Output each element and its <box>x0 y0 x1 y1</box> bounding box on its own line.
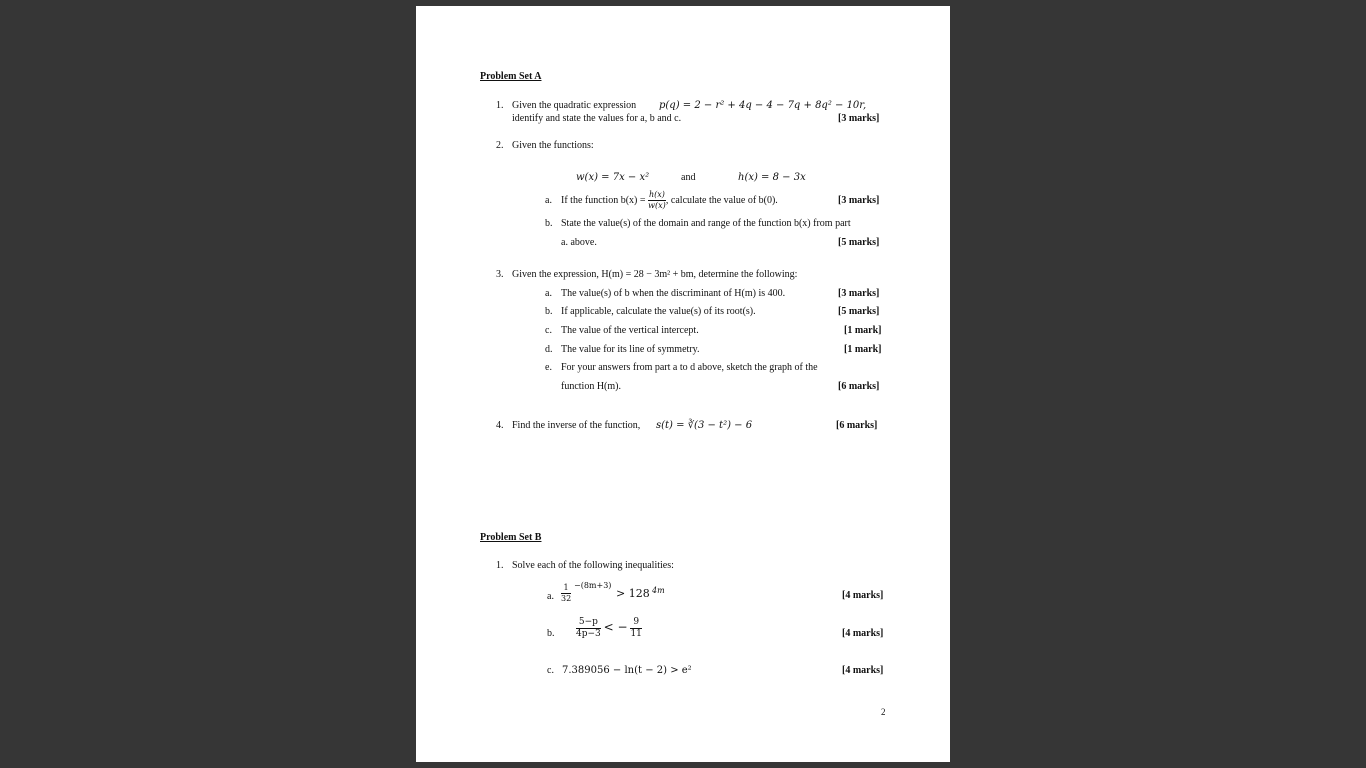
b1c-expression: 7.389056 − ln(t − 2) > e² <box>562 665 692 676</box>
b1b-label: b. <box>547 628 555 639</box>
q2-function-h: h(x) = 8 − 3x <box>738 172 806 183</box>
b1b-fraction-den: 4p−3 <box>576 629 601 639</box>
b1-text: Solve each of the following inequalities: <box>512 560 674 571</box>
b1b-marks: [4 marks] <box>842 628 884 639</box>
document-page <box>416 6 950 762</box>
b1a-fraction-num: 1 <box>561 584 571 594</box>
b1b-expression <box>576 618 642 639</box>
q2b-marks: [5 marks] <box>838 237 880 248</box>
q4-number: 4. <box>496 420 504 431</box>
q4-text: Find the inverse of the function, <box>512 420 641 431</box>
q3a-text: The value(s) of b when the discriminant of H(m) is 400. <box>561 288 786 299</box>
q3-text: Given the expression, H(m) = 28 − 3m² + bm, determine the following: <box>512 269 798 280</box>
q2-text: Given the functions: <box>512 140 594 151</box>
b1-number: 1. <box>496 560 504 571</box>
q3d-text: The value for its line of symmetry. <box>561 344 700 355</box>
b1a-rhs: > 128 <box>616 587 650 600</box>
q3c-text: The value of the vertical intercept. <box>561 325 699 336</box>
q3e-text2: function H(m). <box>561 381 621 392</box>
q3e-marks: [6 marks] <box>838 381 880 392</box>
q3b-text: If applicable, calculate the value(s) of its root(s). <box>561 306 756 317</box>
b1a-rhs-exponent: 4m <box>652 586 665 595</box>
q2a-label: a. <box>545 195 552 206</box>
q3b-label: b. <box>545 306 553 317</box>
b1a-label: a. <box>547 591 554 602</box>
b1a-exponent: −(8m+3) <box>574 581 612 590</box>
q1-line2: identify and state the values for a, b and c. <box>512 113 682 124</box>
q3c-label: c. <box>545 325 552 336</box>
b1a-fraction-den: 32 <box>561 594 572 603</box>
q3d-label: d. <box>545 344 553 355</box>
b1b-fraction2-num: 9 <box>630 618 641 629</box>
q2a-text <box>561 190 778 212</box>
q2b-label: b. <box>545 218 553 229</box>
q1-expression: p(q) = 2 − r² + 4q − 4 − 7q + 8q² − 10r, <box>659 100 867 111</box>
b1a-marks: [4 marks] <box>842 590 884 601</box>
q2b-text: State the value(s) of the domain and range of the function b(x) from part <box>561 218 851 229</box>
b1b-fraction2-den: 11 <box>630 629 642 639</box>
q3c-marks: [1 mark] <box>844 325 882 336</box>
q3b-marks: [5 marks] <box>838 306 880 317</box>
b1b-fraction2 <box>630 618 641 639</box>
q2a-fraction-den: w(x) <box>648 201 666 211</box>
q1-number: 1. <box>496 100 504 111</box>
q2a-fraction-num: h(x) <box>649 190 665 200</box>
b1b-fraction-num: 5−p <box>576 618 601 629</box>
q4-expression: s(t) = ∛(3 − t²) − 6 <box>656 420 753 431</box>
q3-number: 3. <box>496 269 504 280</box>
q2b-text2: a. above. <box>561 237 597 248</box>
q3e-text: For your answers from part a to d above, sketch the graph of the <box>561 362 818 373</box>
b1c-marks: [4 marks] <box>842 665 884 676</box>
q2-and: and <box>681 172 696 183</box>
q2a-fraction <box>648 191 666 210</box>
q3a-marks: [3 marks] <box>838 288 880 299</box>
b1a-fraction <box>561 584 571 603</box>
q3a-label: a. <box>545 288 552 299</box>
page-number: 2 <box>881 707 886 717</box>
q3d-marks: [1 mark] <box>844 344 882 355</box>
q2-function-w: w(x) = 7x − x² <box>576 172 650 183</box>
q1-marks: [3 marks] <box>838 113 880 124</box>
q1-text: Given the quadratic expression <box>512 100 637 111</box>
q2a-text-pre: If the function b(x) = <box>561 195 646 206</box>
b1b-operator: < − <box>603 620 628 634</box>
problem-set-b-title: Problem Set B <box>480 532 542 543</box>
b1c-label: c. <box>547 665 554 676</box>
q2-number: 2. <box>496 140 504 151</box>
q3e-label: e. <box>545 362 552 373</box>
q4-marks: [6 marks] <box>836 420 878 431</box>
b1b-fraction <box>576 618 601 639</box>
problem-set-a-title: Problem Set A <box>480 71 542 82</box>
b1a-expression <box>561 578 571 608</box>
q2a-text-post: , calculate the value of b(0). <box>665 195 778 206</box>
q2a-marks: [3 marks] <box>838 195 880 206</box>
